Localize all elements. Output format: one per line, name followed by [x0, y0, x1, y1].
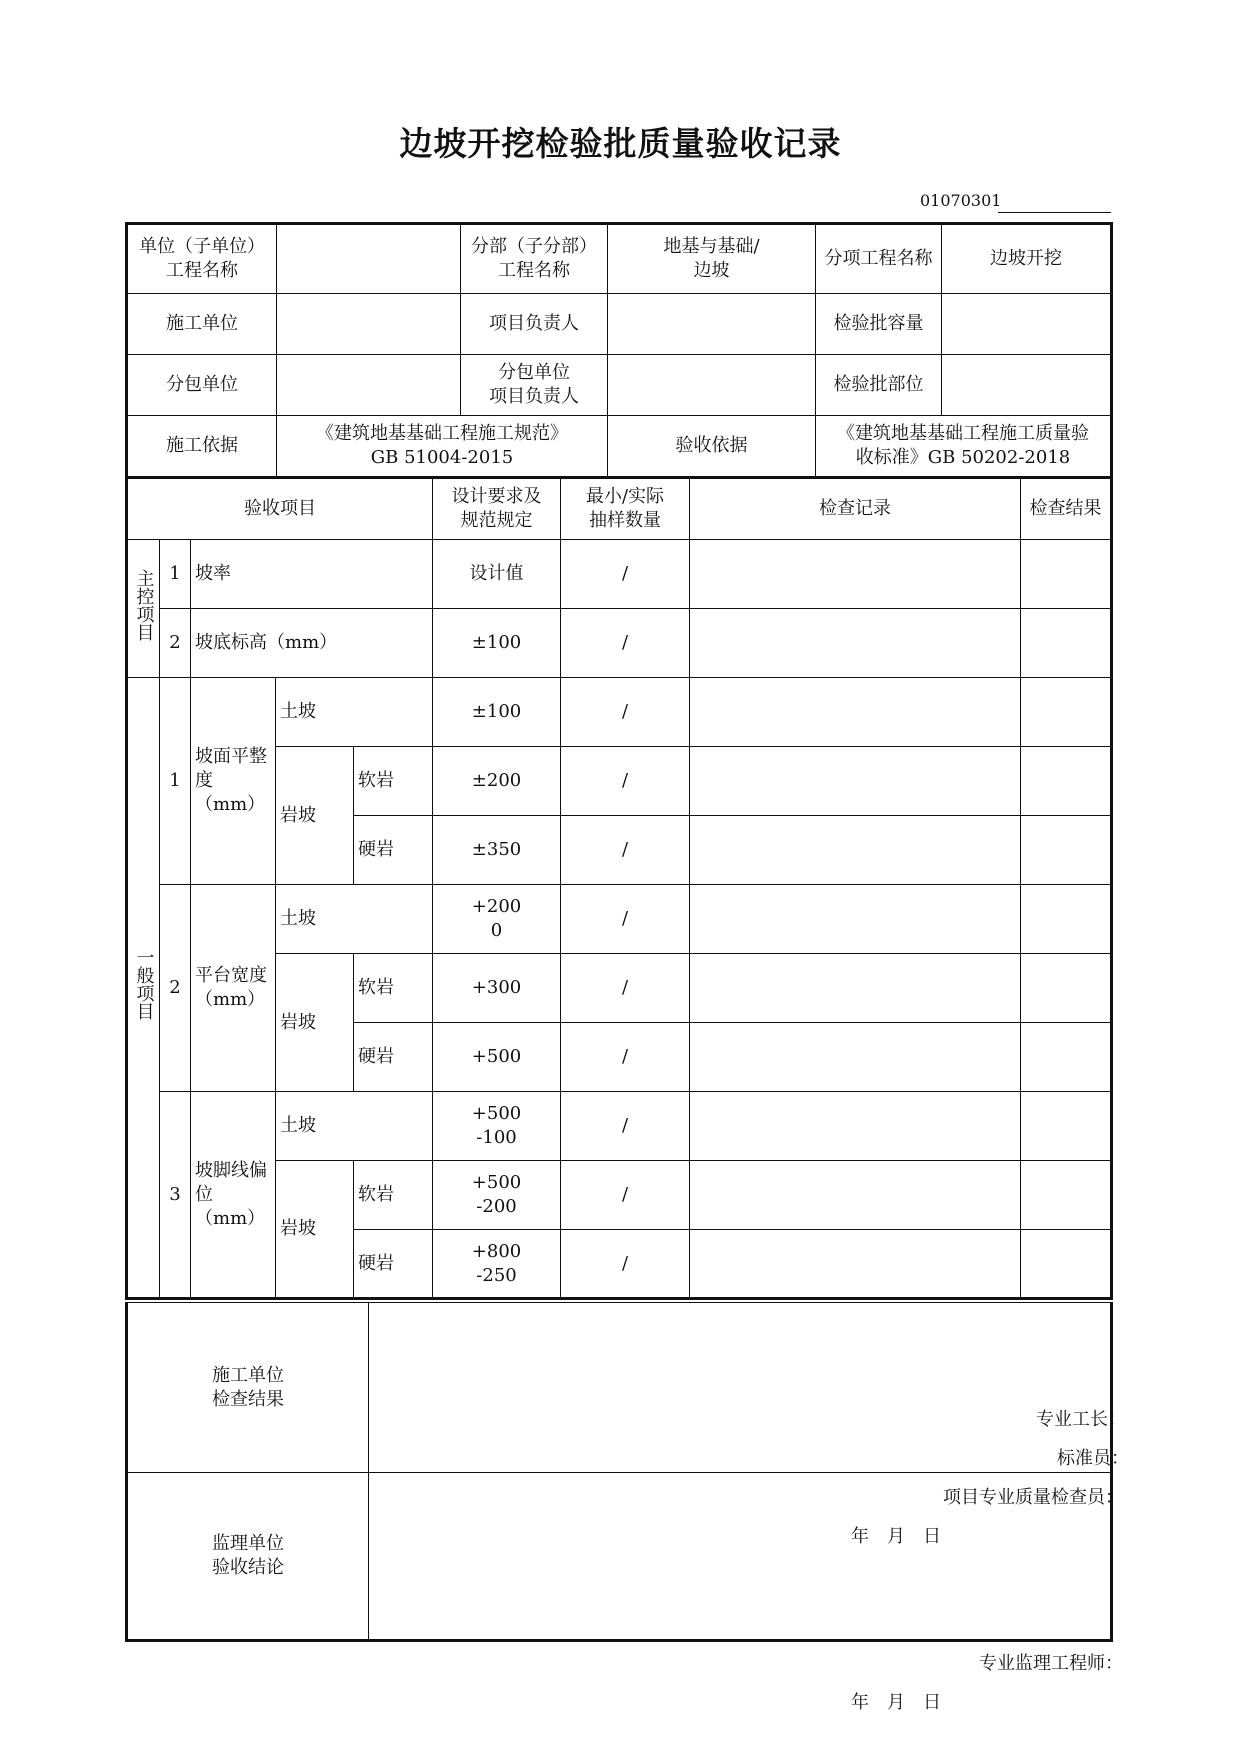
item-spec: +300 — [433, 954, 561, 1023]
item-no: 3 — [160, 1092, 191, 1299]
item-project-label: 分项工程名称 — [816, 224, 942, 294]
subcontractor-label: 分包单位 — [127, 355, 277, 416]
item-spec: ±100 — [433, 609, 561, 678]
item-sample: / — [561, 954, 690, 1023]
item-no: 2 — [160, 609, 191, 678]
col-design: 设计要求及 规范规定 — [433, 479, 561, 540]
soft-rock-label: 软岩 — [354, 1161, 433, 1230]
unit-project-label: 单位（子单位） 工程名称 — [127, 224, 277, 294]
batch-capacity-label: 检验批容量 — [816, 294, 942, 355]
foreman-label: 专业工长： — [1036, 1408, 1126, 1430]
item-sample: / — [561, 1023, 690, 1092]
table-row — [127, 1092, 1112, 1161]
item-record[interactable] — [690, 816, 1021, 885]
item-sample: / — [561, 609, 690, 678]
item-sample: / — [561, 540, 690, 609]
constructor-value[interactable] — [277, 294, 461, 355]
constructor-label: 施工单位 — [127, 294, 277, 355]
table-row — [127, 885, 1112, 954]
item-result[interactable] — [1021, 678, 1112, 747]
acceptance-basis-value: 《建筑地基基础工程施工质量验 收标准》GB 50202-2018 — [816, 416, 1112, 478]
item-result[interactable] — [1021, 885, 1112, 954]
item-spec: 设计值 — [433, 540, 561, 609]
soft-rock-label: 软岩 — [354, 954, 433, 1023]
item-spec: +800 -250 — [433, 1230, 561, 1299]
col-record: 检查记录 — [690, 479, 1021, 540]
signature-table — [125, 1302, 1129, 1713]
project-manager-value[interactable] — [608, 294, 816, 355]
item-record[interactable] — [690, 1161, 1021, 1230]
form-code: 01070301 — [920, 191, 1002, 210]
item-record[interactable] — [690, 540, 1021, 609]
item-result[interactable] — [1021, 1092, 1112, 1161]
sub-project-label: 分部（子分部） 工程名称 — [461, 224, 608, 294]
rock-slope-label: 岩坡 — [276, 1161, 354, 1299]
item-name: 坡率 — [191, 540, 433, 609]
item-sample: / — [561, 678, 690, 747]
item-result[interactable] — [1021, 1023, 1112, 1092]
item-record[interactable] — [690, 1092, 1021, 1161]
hard-rock-label: 硬岩 — [354, 816, 433, 885]
col-sample: 最小/实际 抽样数量 — [561, 479, 690, 540]
item-name: 平台宽度 （mm） — [191, 885, 276, 1092]
constructor-date: 年 月 日 — [851, 1525, 941, 1547]
form-code-underline — [998, 212, 1111, 213]
item-spec: ±350 — [433, 816, 561, 885]
item-no: 1 — [160, 540, 191, 609]
soil-slope-label: 土坡 — [276, 678, 433, 747]
page-title: 边坡开挖检验批质量验收记录 — [399, 124, 842, 163]
item-name: 坡面平整 度（mm） — [191, 678, 276, 885]
subcontractor-value[interactable] — [277, 355, 461, 416]
rock-slope-label: 岩坡 — [276, 747, 354, 885]
item-name: 坡底标高（mm） — [191, 609, 433, 678]
item-record[interactable] — [690, 609, 1021, 678]
hard-rock-label: 硬岩 — [354, 1230, 433, 1299]
item-result[interactable] — [1021, 540, 1112, 609]
col-item: 验收项目 — [127, 479, 433, 540]
batch-location-label: 检验批部位 — [816, 355, 942, 416]
item-no: 1 — [160, 678, 191, 885]
item-no: 2 — [160, 885, 191, 1092]
item-project-value[interactable]: 边坡开挖 — [942, 224, 1112, 294]
item-sample: / — [561, 747, 690, 816]
constructor-check-area[interactable] — [369, 1303, 1129, 1547]
basis-label: 施工依据 — [127, 416, 277, 478]
item-result[interactable] — [1021, 1161, 1112, 1230]
item-spec: +200 0 — [433, 885, 561, 954]
soft-rock-label: 软岩 — [354, 747, 433, 816]
soil-slope-label: 土坡 — [276, 885, 433, 954]
item-result[interactable] — [1021, 816, 1112, 885]
sub-manager-label: 分包单位 项目负责人 — [461, 355, 608, 416]
quality-inspector-label: 项目专业质量检查员： — [943, 1486, 1123, 1508]
item-sample: / — [561, 1092, 690, 1161]
unit-project-value[interactable] — [277, 224, 461, 294]
main-control-label: 主控项目 — [127, 540, 160, 678]
table-row — [127, 609, 1112, 678]
item-record[interactable] — [690, 747, 1021, 816]
basis-value: 《建筑地基基础工程施工规范》 GB 51004-2015 — [277, 416, 608, 478]
table-row — [127, 540, 1112, 609]
item-result[interactable] — [1021, 1230, 1112, 1299]
table-row — [127, 678, 1112, 747]
supervisor-date: 年 月 日 — [851, 1692, 941, 1713]
supervisor-label: 监理单位 验收结论 — [127, 1473, 369, 1641]
batch-capacity-value[interactable] — [942, 294, 1112, 355]
item-record[interactable] — [690, 1230, 1021, 1299]
item-sample: / — [561, 1161, 690, 1230]
item-record[interactable] — [690, 885, 1021, 954]
acceptance-basis-label: 验收依据 — [608, 416, 816, 478]
rock-slope-label: 岩坡 — [276, 954, 354, 1092]
item-result[interactable] — [1021, 609, 1112, 678]
item-sample: / — [561, 1230, 690, 1299]
item-spec: +500 -200 — [433, 1161, 561, 1230]
item-record[interactable] — [690, 1023, 1021, 1092]
item-spec: ±200 — [433, 747, 561, 816]
constructor-check-label: 施工单位 检查结果 — [127, 1303, 369, 1473]
item-spec: +500 -100 — [433, 1092, 561, 1161]
sub-manager-value[interactable] — [608, 355, 816, 416]
batch-location-value[interactable] — [942, 355, 1112, 416]
sub-project-value[interactable]: 地基与基础/ 边坡 — [608, 224, 816, 294]
item-name: 坡脚线偏 位（mm） — [191, 1092, 276, 1299]
item-spec: +500 — [433, 1023, 561, 1092]
item-result[interactable] — [1021, 954, 1112, 1023]
item-spec: ±100 — [433, 678, 561, 747]
item-result[interactable] — [1021, 747, 1112, 816]
general-label: 一般项目 — [127, 678, 160, 1299]
header-table — [125, 222, 1113, 479]
item-record[interactable] — [690, 954, 1021, 1023]
project-manager-label: 项目负责人 — [461, 294, 608, 355]
item-record[interactable] — [690, 678, 1021, 747]
hard-rock-label: 硬岩 — [354, 1023, 433, 1092]
item-sample: / — [561, 816, 690, 885]
col-result: 检查结果 — [1021, 479, 1112, 540]
soil-slope-label: 土坡 — [276, 1092, 433, 1161]
standard-officer-label: 标准员： — [1057, 1447, 1129, 1469]
item-sample: / — [561, 885, 690, 954]
inspection-table — [125, 478, 1113, 1300]
supervising-engineer-label: 专业监理工程师： — [979, 1653, 1123, 1674]
